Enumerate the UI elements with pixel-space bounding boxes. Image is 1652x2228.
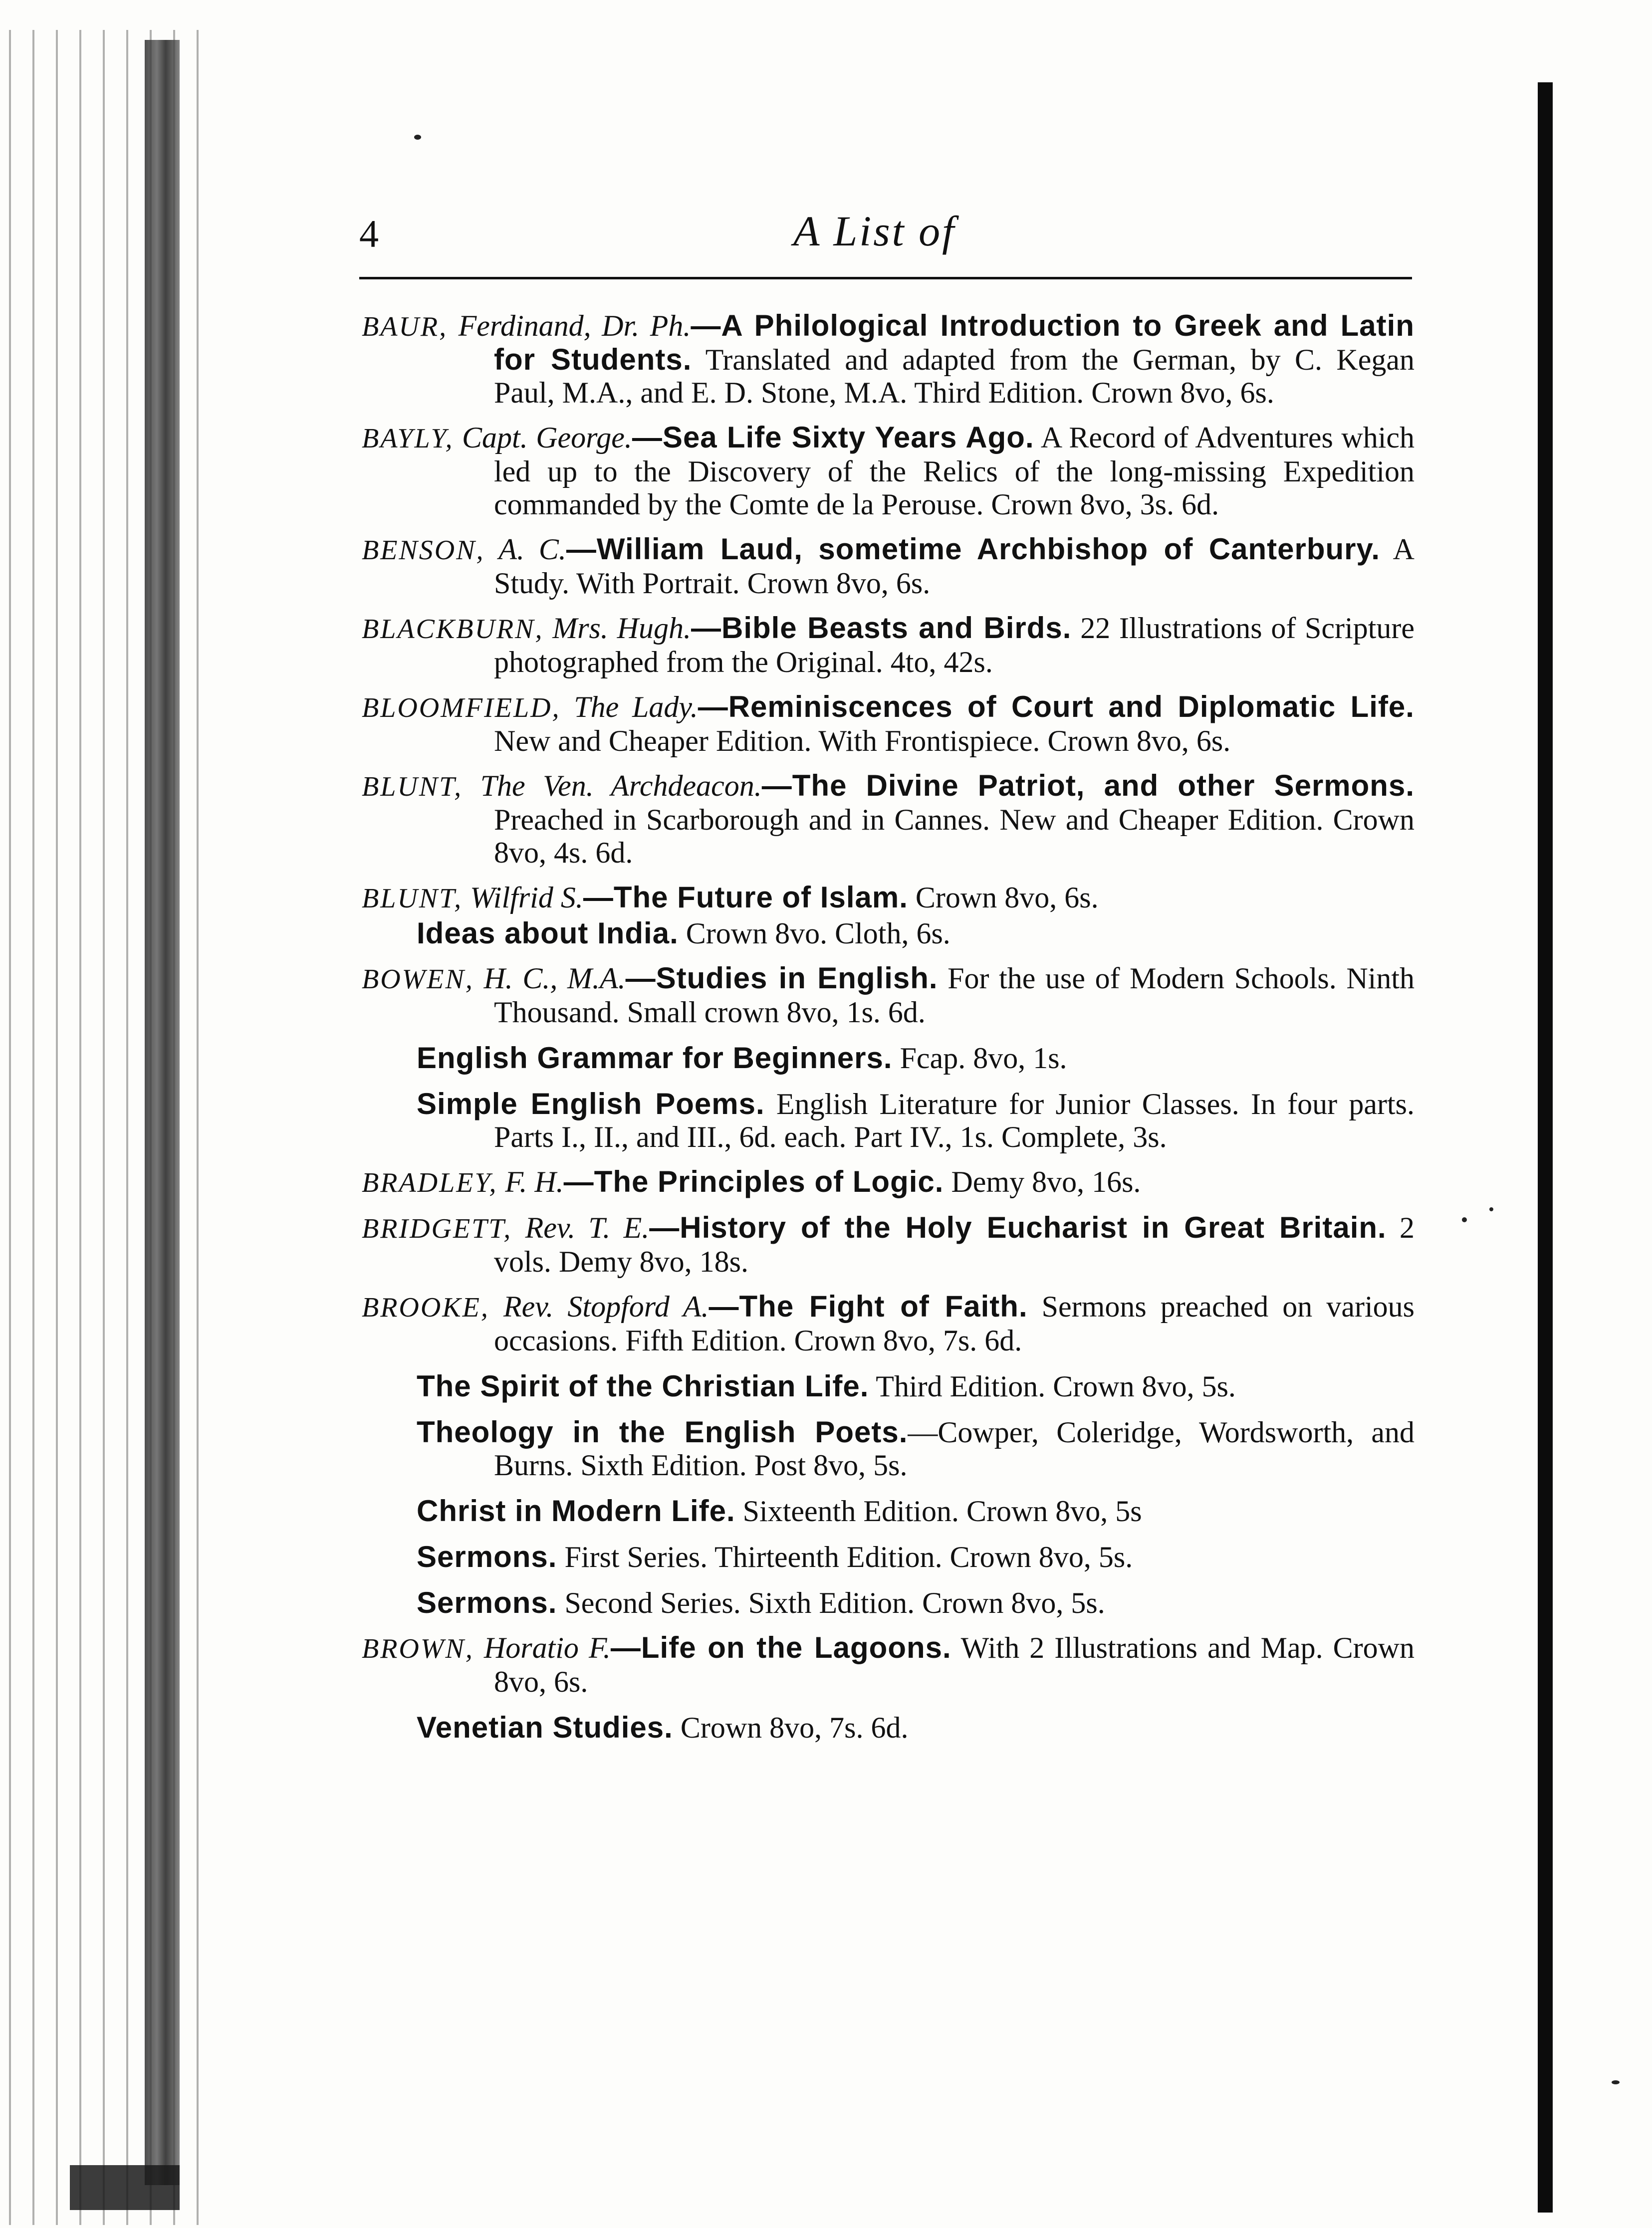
entry-details: Sermons preached on various occasions. Fifth Edition. Crown 8vo, 7s. 6d. (494, 1290, 1415, 1357)
entry-details: 2 vols. Demy 8vo, 18s. (494, 1211, 1415, 1278)
scan-speck (1612, 2080, 1620, 2084)
entry-author-details: Capt. George. (454, 421, 632, 454)
entry-details: New and Cheaper Edition. With Frontispiece. Crown 8vo, 6s. (494, 724, 1231, 757)
entry-author-details: The Ven. Archdeacon. (463, 769, 762, 802)
scan-speck (1489, 1207, 1493, 1211)
entry-details: A Record of Adventures which led up to the Discovery of the Relics of the long-missing Expedition commanded by the Comte de la Perouse. Crown 8vo, 3s. 6d. (494, 421, 1415, 521)
entry-title: —Reminiscences of Court and Diplomatic Life. (698, 690, 1415, 723)
catalogue-entry (362, 612, 1415, 678)
entry-title: English Grammar for Beginners. (417, 1041, 893, 1075)
entry-details: 22 Illustrations of Scripture photographed from the Original. 4to, 42s. (494, 612, 1415, 678)
entry-details: Fcap. 8vo, 1s. (892, 1042, 1067, 1075)
entry-title: —Bible Beasts and Birds. (691, 611, 1072, 645)
entry-title: Christ in Modern Life. (417, 1494, 735, 1528)
entry-details: With 2 Illustrations and Map. Crown 8vo, 6s. (494, 1631, 1415, 1698)
entry-author-details: Rev. T. E. (512, 1211, 650, 1244)
entry-author-details: Rev. Stopford A. (489, 1290, 709, 1323)
entry-author: BAUR, (362, 311, 448, 342)
catalogue-sub-entry (362, 1088, 1415, 1153)
scanned-binding-edge (0, 30, 215, 2225)
catalogue-entry (362, 962, 1415, 1029)
catalogue-sub-entry (362, 1416, 1415, 1482)
entry-author-details: Horatio F. (473, 1631, 611, 1664)
entry-title: —Sea Life Sixty Years Ago. (632, 421, 1034, 454)
catalogue-sub-entry (362, 1370, 1415, 1403)
entry-details: —Cowper, Coleridge, Wordsworth, and Burns. Sixth Edition. Post 8vo, 5s. (494, 1416, 1415, 1482)
catalogue-entry (362, 1165, 1415, 1199)
entry-title: —William Laud, sometime Archbishop of Canterbury. (566, 532, 1381, 566)
entry-author: BRADLEY, (362, 1167, 498, 1198)
catalogue-sub-entry (362, 1586, 1415, 1619)
running-head: A List of (793, 207, 956, 255)
scan-speck (414, 135, 421, 140)
entry-details: Translated and adapted from the German, by C. Kegan Paul, M.A., and E. D. Stone, M.A. Third Edition. Crown 8vo, 6s. (494, 343, 1415, 409)
entry-details: Crown 8vo, 6s. (908, 881, 1099, 914)
catalogue-entry (362, 421, 1415, 521)
entry-author: BLACKBURN, (362, 614, 544, 645)
entry-author-details: A. C. (484, 533, 566, 566)
entry-author-details: Ferdinand, Dr. Ph. (448, 309, 691, 342)
entry-details: Second Series. Sixth Edition. Crown 8vo, 5s. (557, 1586, 1105, 1619)
binding-shadow (145, 40, 180, 2185)
catalogue-entry (362, 1211, 1415, 1278)
catalogue-sub-entry (362, 1711, 1415, 1744)
entry-title: —The Fight of Faith. (708, 1290, 1028, 1323)
entry-author: BRIDGETT, (362, 1213, 512, 1244)
entry-author: BLUNT, (362, 771, 463, 802)
entry-title: —The Future of Islam. (583, 881, 908, 914)
entry-author: BENSON, (362, 535, 485, 566)
catalogue-entry (362, 533, 1415, 600)
entry-author: BLUNT, (362, 883, 463, 914)
entry-title: Sermons. (417, 1586, 557, 1619)
entry-title: Sermons. (417, 1540, 557, 1573)
entry-author-details: Wilfrid S. (463, 881, 583, 914)
catalogue-entry (362, 881, 1415, 915)
catalogue-sub-entry (362, 1495, 1415, 1528)
catalogue-sub-entry (362, 917, 1415, 950)
entry-author: BROWN, (362, 1633, 474, 1664)
catalogue-entry (362, 309, 1415, 409)
entry-author-details: F. H. (497, 1165, 564, 1198)
entry-details: A Study. With Portrait. Crown 8vo, 6s. (494, 533, 1415, 600)
entry-title: Venetian Studies. (417, 1711, 673, 1744)
catalogue-entry (362, 769, 1415, 869)
catalogue-sub-entry (362, 1541, 1415, 1573)
catalogue-entry (362, 1631, 1415, 1698)
binding-foot-shadow (70, 2165, 180, 2210)
entry-author: BAYLY, (362, 423, 454, 454)
entry-title: —Life on the Lagoons. (610, 1631, 951, 1664)
entry-title: Theology in the English Poets. (417, 1415, 908, 1449)
entry-author: BLOOMFIELD, (362, 692, 561, 723)
entry-details: Demy 8vo, 16s. (944, 1165, 1141, 1198)
entry-title: —History of the Holy Eucharist in Great Britain. (649, 1211, 1387, 1244)
entry-title: The Spirit of the Christian Life. (417, 1369, 869, 1403)
header-rule (359, 277, 1412, 279)
entry-author: BROOKE, (362, 1292, 489, 1323)
entry-title: Ideas about India. (417, 916, 679, 950)
entry-author: BOWEN, (362, 964, 474, 995)
entry-title: —Studies in English. (625, 961, 938, 995)
entry-title: —The Principles of Logic. (563, 1165, 944, 1198)
entry-details: Preached in Scarborough and in Cannes. New and Cheaper Edition. Crown 8vo, 4s. 6d. (494, 803, 1415, 869)
entry-details: Third Edition. Crown 8vo, 5s. (869, 1370, 1236, 1403)
entry-title: —A Philological Introduction to Greek and Latin for Students. (494, 309, 1415, 376)
catalogue-entry (362, 690, 1415, 757)
entry-author-details: H. C., M.A. (473, 962, 626, 995)
catalogue-sub-entry (362, 1042, 1415, 1075)
entry-title: —The Divine Patriot, and other Sermons. (761, 769, 1415, 802)
catalogue-entry (362, 1290, 1415, 1357)
entry-details: Crown 8vo. Cloth, 6s. (678, 917, 950, 950)
catalogue-entries (362, 309, 1415, 1744)
scan-speck (1462, 1217, 1467, 1222)
entry-details: English Literature for Junior Classes. In four parts. Parts I., II., and III., 6d. each. Part IV., 1s. Complete, 3s. (494, 1088, 1415, 1153)
entry-details: Crown 8vo, 7s. 6d. (673, 1711, 909, 1744)
entry-title: Simple English Poems. (417, 1087, 765, 1120)
entry-details: Sixteenth Edition. Crown 8vo, 5s (735, 1495, 1142, 1528)
entry-author-details: The Lady. (560, 690, 698, 723)
entry-details: First Series. Thirteenth Edition. Crown 8vo, 5s. (557, 1541, 1133, 1573)
page-number: 4 (359, 212, 379, 255)
entry-details: For the use of Modern Schools. Ninth Thousand. Small crown 8vo, 1s. 6d. (494, 962, 1415, 1029)
right-margin-rule (1538, 82, 1553, 2213)
entry-author-details: Mrs. Hugh. (543, 612, 691, 645)
